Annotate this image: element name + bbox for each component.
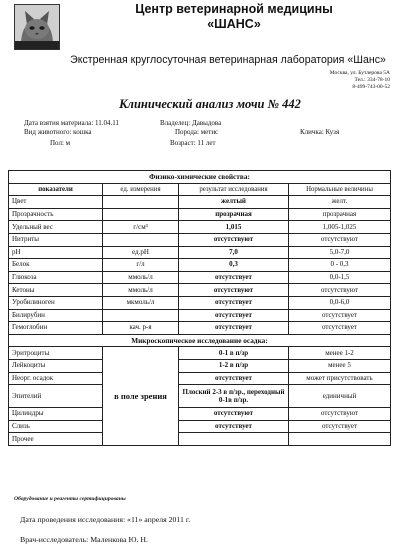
table-row (9, 420, 391, 433)
table-row (9, 208, 391, 221)
result-cell: 0-1 в п/зр (179, 347, 289, 360)
norm-cell: менее 1-2 (289, 347, 391, 360)
indicator-cell: Уробилиноген (9, 296, 103, 309)
norm-cell (289, 433, 391, 446)
address-phone: Тел.: 334-78-10 (354, 77, 390, 83)
age (170, 139, 216, 147)
indicator-cell: Белок (9, 259, 103, 272)
norm-cell: 1,005-1,025 (289, 221, 391, 234)
clinic-name-line1: Центр ветеринарной медицины (135, 2, 333, 16)
nickname-label: Кличка: (300, 128, 324, 136)
owner-value: Давыдова (191, 119, 222, 127)
norm-cell: прозрачная (289, 208, 391, 221)
sex (50, 139, 70, 147)
table-row (9, 233, 391, 246)
result-cell: отсутствуют (179, 233, 289, 246)
norm-cell: отсутствуют (289, 284, 391, 297)
clinic-name-line2: «ШАНС» (207, 17, 261, 31)
species-value: кошка (73, 128, 92, 136)
units-cell: мкмоль/л (103, 296, 179, 309)
owner-label: Владелец: (160, 119, 191, 127)
table-row (9, 322, 391, 335)
units-cell: г/см³ (103, 221, 179, 234)
breed (175, 128, 218, 136)
study-date: Дата проведения исследования: «11» апреля 2011 г. (20, 515, 191, 524)
owner (160, 119, 221, 127)
indicator-cell: Кетоны (9, 284, 103, 297)
table-row (9, 359, 391, 372)
result-cell: прозрачная (179, 208, 289, 221)
indicator-cell: Нитриты (9, 233, 103, 246)
table-row (9, 259, 391, 272)
table-row (9, 221, 391, 234)
table-row (9, 372, 391, 385)
result-cell (179, 433, 289, 446)
norm-cell: отсутствуют (289, 233, 391, 246)
breed-value: метис (200, 128, 219, 136)
results-table (8, 170, 391, 446)
units-cell (103, 309, 179, 322)
norm-cell: единичный (289, 385, 391, 408)
table-row (9, 385, 391, 408)
species (24, 128, 92, 136)
nickname (300, 128, 339, 136)
physchem-section-title: Физико-химические свойства: (9, 171, 391, 184)
norm-cell: 5,0-7,0 (289, 246, 391, 259)
sample-date-label: Дата взятия материала: (24, 119, 94, 127)
header-units: ед. измерения (103, 183, 179, 196)
norm-cell: отсутствует (289, 322, 391, 335)
certification-note: Оборудование и реагенты сертифицированы (14, 496, 126, 502)
physchem-section-row (9, 171, 391, 184)
norm-cell: 0,0-6,0 (289, 296, 391, 309)
result-cell: отсутствует (179, 322, 289, 335)
units-cell (103, 233, 179, 246)
result-cell: желтый (179, 196, 289, 209)
table-row (9, 408, 391, 421)
header-norm: Нормальные величины (289, 183, 391, 196)
norm-cell: 0 - 0,3 (289, 259, 391, 272)
clinic-address (330, 70, 390, 91)
clinic-name (74, 2, 394, 32)
indicator-cell: Цвет (9, 196, 103, 209)
table-header-row (9, 183, 391, 196)
result-cell: отсутствует (179, 271, 289, 284)
document-title: Клинический анализ мочи № 442 (119, 97, 301, 111)
doctor-name: Врач-исследователь: Маленкова Ю. Н. (20, 535, 148, 544)
result-cell: отсутствует (179, 420, 289, 433)
age-label: Возраст: (170, 139, 196, 147)
indicator-cell: Лейкоциты (9, 359, 103, 372)
norm-cell: отсутствует (289, 420, 391, 433)
indicator-cell: Прозрачность (9, 208, 103, 221)
table-row (9, 271, 391, 284)
address-street: Москва, ул. Бутлерова 5А (329, 70, 390, 76)
table-row (9, 196, 391, 209)
units-cell: г/л (103, 259, 179, 272)
indicator-cell: рН (9, 246, 103, 259)
nickname-value: Кузя (325, 128, 340, 136)
indicator-cell: Эпителий (9, 385, 103, 408)
units-cell: ммоль/л (103, 271, 179, 284)
indicator-cell: Слизь (9, 420, 103, 433)
age-value: 11 лет (197, 139, 216, 147)
table-row (9, 296, 391, 309)
cat-logo-icon (14, 4, 60, 50)
units-cell (103, 196, 179, 209)
table-row (9, 347, 391, 360)
indicator-cell: Цилиндры (9, 408, 103, 421)
table-row (9, 309, 391, 322)
micro-section-row (9, 334, 391, 347)
table-row (9, 246, 391, 259)
breed-label: Порода: (175, 128, 199, 136)
result-cell: отсутствует (179, 296, 289, 309)
in-view-label: в поле зрения (103, 347, 179, 446)
indicator-cell: Неорг. осадок (9, 372, 103, 385)
header-indicator: показатели (9, 183, 103, 196)
result-cell: 1,015 (179, 221, 289, 234)
sex-label: Пол: (50, 139, 64, 147)
norm-cell: может присутствовать (289, 372, 391, 385)
indicator-cell: Билирубин (9, 309, 103, 322)
result-cell: 7,0 (179, 246, 289, 259)
units-cell: ед.рН (103, 246, 179, 259)
indicator-cell: Гемоглобин (9, 322, 103, 335)
result-cell: 0,3 (179, 259, 289, 272)
norm-cell: отсутствует (289, 309, 391, 322)
indicator-cell: Прочее (9, 433, 103, 446)
units-cell (103, 208, 179, 221)
norm-cell: менее 5 (289, 359, 391, 372)
units-cell: кач. р-я (103, 322, 179, 335)
norm-cell: желт. (289, 196, 391, 209)
result-cell: 1-2 в п/зр (179, 359, 289, 372)
indicator-cell: Удельный вес (9, 221, 103, 234)
result-cell: отсутствуют (179, 408, 289, 421)
result-cell: отсутствует (179, 372, 289, 385)
sex-value: м (65, 139, 71, 147)
micro-section-title: Микроскопическое исследование осадка: (9, 334, 391, 347)
species-label: Вид животного: (24, 128, 72, 136)
result-cell: Плоский 2-3 в п/зр., переходный 0-1в п/зр. (179, 385, 289, 408)
table-row (9, 284, 391, 297)
address-phone2: 8-499-743-00-52 (352, 84, 390, 90)
lab-name: Экстренная круглосуточная ветеринарная лаборатория «Шанс» (70, 54, 386, 66)
indicator-cell: Эритроциты (9, 347, 103, 360)
result-cell: отсутствуют (179, 284, 289, 297)
header-result: результат исследования (179, 183, 289, 196)
result-cell: отсутствует (179, 309, 289, 322)
table-row (9, 433, 391, 446)
norm-cell: отсутствуют (289, 408, 391, 421)
norm-cell: 0,0-1,5 (289, 271, 391, 284)
units-cell: ммоль/л (103, 284, 179, 297)
indicator-cell: Глюкоза (9, 271, 103, 284)
sample-date (24, 119, 119, 127)
sample-date-value: 11.04.11 (94, 119, 119, 127)
